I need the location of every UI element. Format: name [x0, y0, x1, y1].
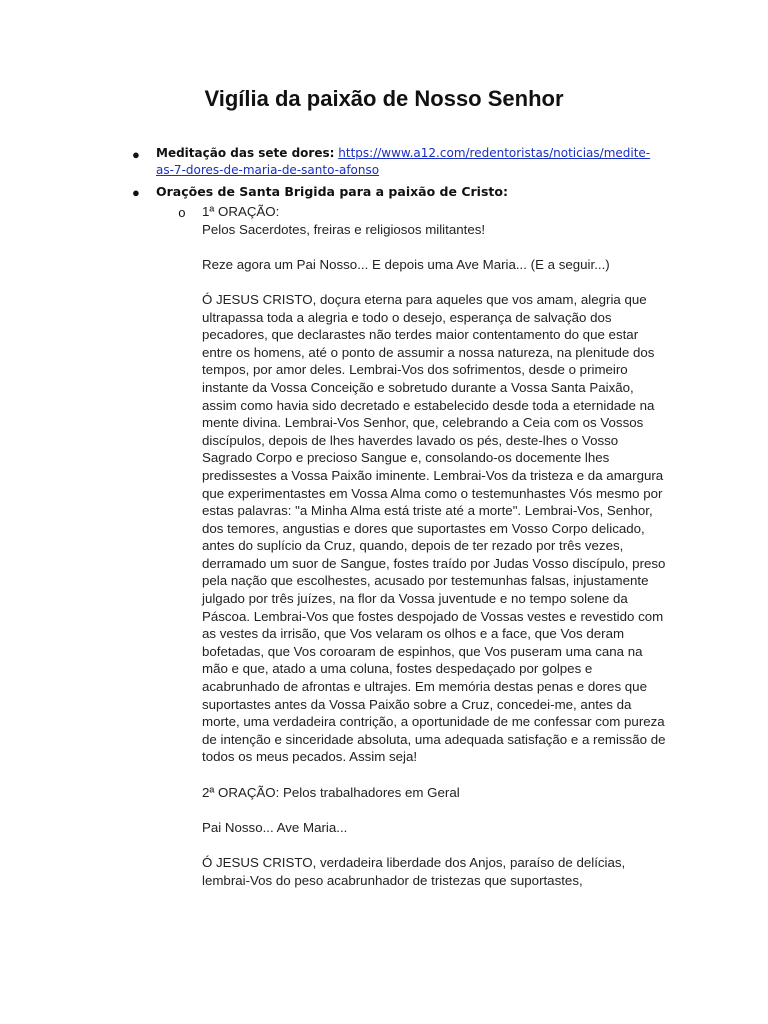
prayer-1-instruction: Reze agora um Pai Nosso... E depois uma Ave Maria... (E a seguir...) — [202, 256, 610, 272]
prayer-body — [202, 203, 667, 889]
list-item-prayers: Orações de Santa Brigida para a paixão de Cristo: — [156, 184, 508, 199]
prayer-1-heading: 1ª ORAÇÃO: — [202, 204, 280, 219]
meditation-link[interactable]: https://www.a12.com/redentoristas/noticias/medite-as-7-dores-de-maria-de-santo-afonso — [156, 146, 651, 177]
bullet-icon: ● — [132, 147, 140, 162]
prayer-2-instruction: Pai Nosso... Ave Maria... — [202, 819, 348, 835]
prayer-2-heading: 2ª ORAÇÃO: Pelos trabalhadores em Geral — [202, 784, 460, 800]
sub-bullet-icon: o — [178, 206, 186, 221]
list-item-meditation — [156, 145, 661, 179]
document-title: Vigília da paixão de Nosso Senhor — [204, 86, 564, 111]
prayer-1-text: Ó JESUS CRISTO, doçura eterna para aqueles que vos amam, alegria que ultrapassa toda a alegria e todo o desejo, esperança de salvação dos pecadores, que declarastes não terdes maior contentamento do que estar entre os homens, até o ponto de assumir a nossa natureza, na plenitude dos tempos, por amor deles. Lembrai-Vos dos sofrimentos, desde o primeiro instante da Vossa Conceição e sobretudo durante a Vossa Santa Paixão, assim como havia sido decretado e estabelecido desde toda a eternidade na mente divina. Lembrai-Vos Senhor, que, celebrando a Ceia com os Vossos discípulos, depois de lhes haverdes lavado os pés, deste-lhes o Vosso Sagrado Corpo e precioso Sangue e, consolando-os docemente lhes predissestes a Vossa Paixão iminente. Lembrai-Vos da tristeza e da amargura que experimentastes em Vossa Alma como o testemunhastes Vós mesmo por estas palavras: "a Minha Alma está triste até a morte". Lembrai-Vos, Senhor, dos temores, angustias e dores que suportastes em Vosso Corpo delicado, antes do suplício da Cruz, quando, depois de ter rezado por três vezes, derramado um suor de Sangue, fostes traído por Judas Vosso discípulo, preso pela nação que escolhestes, acusado por testemunhas falsas, injustamente julgado por três juízes, na flor da Vossa juventude e no tempo solene da Páscoa. Lembrai-Vos que fostes despojado de Vossas vestes e revestido com as vestes da irrisão, que Vos velaram os olhos e a face, que Vos deram bofetadas, que Vos coroaram de espinhos, que Vos puseram uma cana na mão e que, atado a uma coluna, fostes despedaçado por golpes e acabrunhado de afrontas e ultrajes. Em memória destas penas e dores que suportastes antes da Vossa Paixão sobre a Cruz, concedei-me, antes da morte, uma verdadeira contrição, a oportunidade de me confessar com pureza de intenção e sinceridade absoluta, uma adequada satisfação e a remissão de todos os meus pecados. Assim seja! — [202, 291, 666, 765]
meditation-label: Meditação das sete dores: — [156, 146, 335, 160]
prayer-1-intention: Pelos Sacerdotes, freiras e religiosos militantes! — [202, 221, 486, 237]
prayer-2-text: Ó JESUS CRISTO, verdadeira liberdade dos Anjos, paraíso de delícias, lembrai-Vos do peso acabrunhador de tristezas que suportastes, — [202, 854, 626, 888]
bullet-icon: ● — [132, 185, 140, 200]
